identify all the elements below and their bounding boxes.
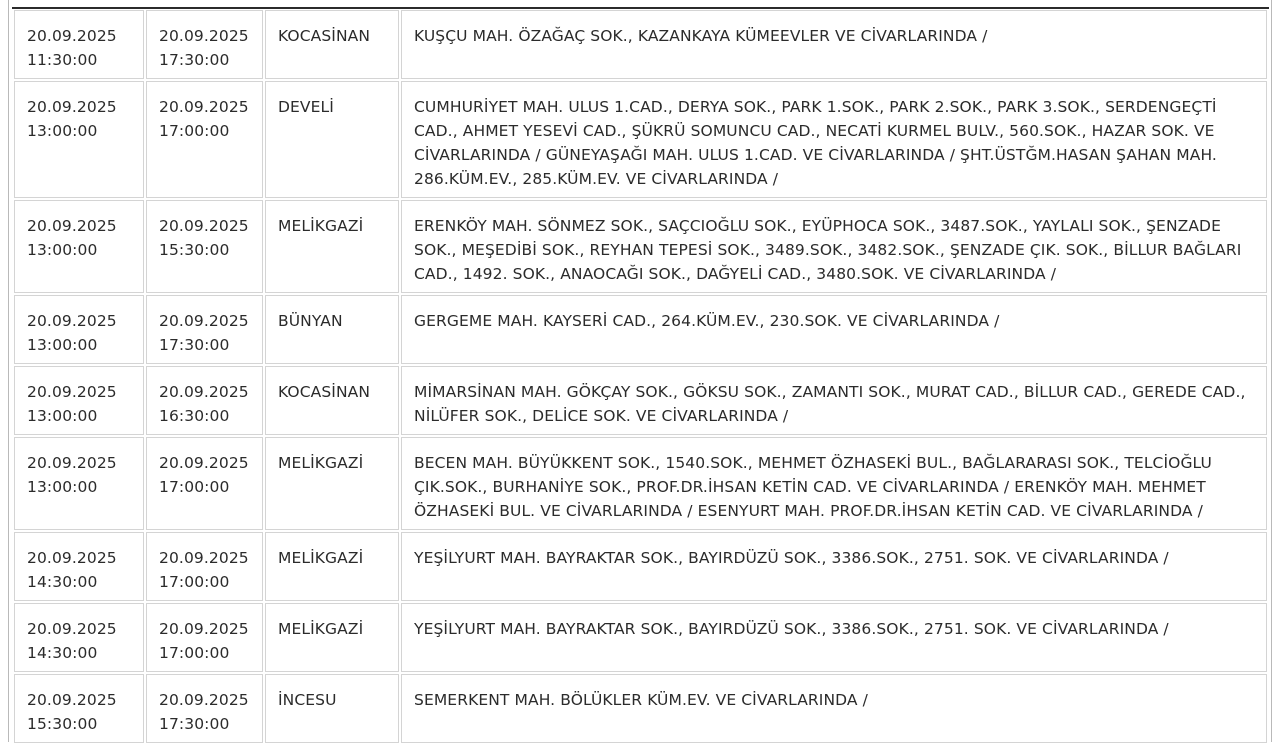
start-datetime-cell: [14, 81, 144, 198]
address-cell: [401, 366, 1267, 435]
end-time: 17:30:00: [159, 715, 230, 733]
district-name: BÜNYAN: [278, 312, 343, 330]
start-date: 20.09.2025: [27, 312, 117, 330]
affected-addresses: MİMARSİNAN MAH. GÖKÇAY SOK., GÖKSU SOK., ZAMANTI SOK., MURAT CAD., BİLLUR CAD., GEREDE CAD., NİLÜFER SOK., DELİCE SOK. VE CİVARLARINDA /: [414, 383, 1246, 425]
affected-addresses: SEMERKENT MAH. BÖLÜKLER KÜM.EV. VE CİVARLARINDA /: [414, 691, 868, 709]
address-cell: [401, 603, 1267, 672]
end-datetime-cell: [146, 532, 263, 601]
start-datetime-cell: [14, 437, 144, 530]
start-datetime-cell: [14, 295, 144, 364]
end-datetime-cell: [146, 366, 263, 435]
address-cell: [401, 10, 1267, 79]
district-cell: [265, 437, 399, 530]
end-datetime-cell: [146, 10, 263, 79]
address-cell: [401, 532, 1267, 601]
district-cell: [265, 81, 399, 198]
district-name: İNCESU: [278, 691, 337, 709]
start-date: 20.09.2025: [27, 620, 117, 638]
start-date: 20.09.2025: [27, 98, 117, 116]
start-time: 14:30:00: [27, 573, 98, 591]
start-date: 20.09.2025: [27, 383, 117, 401]
affected-addresses: BECEN MAH. BÜYÜKKENT SOK., 1540.SOK., MEHMET ÖZHASEKİ BUL., BAĞLARARASI SOK., TELCİOĞLU ÇIK.SOK., BURHANİYE SOK., PROF.DR.İHSAN KETİN CAD. VE CİVARLARINDA / ERENKÖY MAH. MEHMET ÖZHASEKİ BUL. VE CİVARLARINDA / ESENYURT MAH. PROF.DR.İHSAN KETİN CAD. VE CİVARLARINDA /: [414, 454, 1212, 520]
end-time: 17:00:00: [159, 122, 230, 140]
end-date: 20.09.2025: [159, 549, 249, 567]
start-datetime-cell: [14, 10, 144, 79]
table-row: [14, 10, 1267, 79]
district-cell: [265, 366, 399, 435]
table-row: [14, 532, 1267, 601]
start-datetime-cell: [14, 200, 144, 293]
district-cell: [265, 295, 399, 364]
start-time: 13:00:00: [27, 241, 98, 259]
start-time: 14:30:00: [27, 644, 98, 662]
start-time: 13:00:00: [27, 336, 98, 354]
table-row: [14, 674, 1267, 743]
affected-addresses: YEŞİLYURT MAH. BAYRAKTAR SOK., BAYIRDÜZÜ SOK., 3386.SOK., 2751. SOK. VE CİVARLARINDA /: [414, 620, 1169, 638]
end-time: 17:00:00: [159, 573, 230, 591]
end-datetime-cell: [146, 200, 263, 293]
district-name: KOCASİNAN: [278, 27, 371, 45]
address-cell: [401, 295, 1267, 364]
end-date: 20.09.2025: [159, 312, 249, 330]
district-name: DEVELİ: [278, 98, 334, 116]
table-row: [14, 200, 1267, 293]
affected-addresses: YEŞİLYURT MAH. BAYRAKTAR SOK., BAYIRDÜZÜ SOK., 3386.SOK., 2751. SOK. VE CİVARLARINDA /: [414, 549, 1169, 567]
start-datetime-cell: [14, 366, 144, 435]
end-time: 17:30:00: [159, 336, 230, 354]
affected-addresses: GERGEME MAH. KAYSERİ CAD., 264.KÜM.EV., 230.SOK. VE CİVARLARINDA /: [414, 312, 1000, 330]
start-date: 20.09.2025: [27, 27, 117, 45]
end-datetime-cell: [146, 295, 263, 364]
affected-addresses: ERENKÖY MAH. SÖNMEZ SOK., SAÇCIOĞLU SOK., EYÜPHOCA SOK., 3487.SOK., YAYLALI SOK., ŞENZADE SOK., MEŞEDİBİ SOK., REYHAN TEPESİ SOK., 3489.SOK., 3482.SOK., ŞENZADE ÇIK. SOK., BİLLUR BAĞLARI CAD., 1492. SOK., ANAOCAĞI SOK., DAĞYELİ CAD., 3480.SOK. VE CİVARLARINDA /: [414, 217, 1242, 283]
start-datetime-cell: [14, 603, 144, 672]
district-name: MELİKGAZİ: [278, 454, 364, 472]
table-row: [14, 366, 1267, 435]
start-date: 20.09.2025: [27, 549, 117, 567]
end-date: 20.09.2025: [159, 27, 249, 45]
end-time: 16:30:00: [159, 407, 230, 425]
start-time: 15:30:00: [27, 715, 98, 733]
district-name: MELİKGAZİ: [278, 217, 364, 235]
table-row: [14, 295, 1267, 364]
start-time: 13:00:00: [27, 407, 98, 425]
start-time: 13:00:00: [27, 478, 98, 496]
district-cell: [265, 603, 399, 672]
address-cell: [401, 437, 1267, 530]
affected-addresses: KUŞÇU MAH. ÖZAĞAÇ SOK., KAZANKAYA KÜMEEVLER VE CİVARLARINDA /: [414, 27, 988, 45]
end-time: 17:00:00: [159, 644, 230, 662]
district-name: MELİKGAZİ: [278, 620, 364, 638]
table-row: [14, 603, 1267, 672]
end-date: 20.09.2025: [159, 217, 249, 235]
end-date: 20.09.2025: [159, 98, 249, 116]
end-date: 20.09.2025: [159, 454, 249, 472]
start-time: 11:30:00: [27, 51, 98, 69]
outage-table-body: [14, 10, 1267, 743]
end-datetime-cell: [146, 603, 263, 672]
start-date: 20.09.2025: [27, 691, 117, 709]
end-time: 17:30:00: [159, 51, 230, 69]
start-date: 20.09.2025: [27, 454, 117, 472]
end-date: 20.09.2025: [159, 620, 249, 638]
district-cell: [265, 532, 399, 601]
start-datetime-cell: [14, 532, 144, 601]
start-datetime-cell: [14, 674, 144, 743]
start-time: 13:00:00: [27, 122, 98, 140]
power-outage-table: [12, 8, 1269, 745]
end-datetime-cell: [146, 81, 263, 198]
district-cell: [265, 200, 399, 293]
affected-addresses: CUMHURİYET MAH. ULUS 1.CAD., DERYA SOK., PARK 1.SOK., PARK 2.SOK., PARK 3.SOK., SERDENGEÇTİ CAD., AHMET YESEVİ CAD., ŞÜKRÜ SOMUNCU CAD., NECATİ KURMEL BULV., 560.SOK., HAZAR SOK. VE CİVARLARINDA / GÜNEYAŞAĞI MAH. ULUS 1.CAD. VE CİVARLARINDA / ŞHT.ÜSTĞM.HASAN ŞAHAN MAH. 286.KÜM.EV., 285.KÜM.EV. VE CİVARLARINDA /: [414, 98, 1217, 188]
end-datetime-cell: [146, 437, 263, 530]
table-row: [14, 437, 1267, 530]
end-date: 20.09.2025: [159, 383, 249, 401]
end-time: 15:30:00: [159, 241, 230, 259]
district-cell: [265, 10, 399, 79]
district-name: MELİKGAZİ: [278, 549, 364, 567]
end-time: 17:00:00: [159, 478, 230, 496]
address-cell: [401, 81, 1267, 198]
address-cell: [401, 200, 1267, 293]
end-datetime-cell: [146, 674, 263, 743]
table-row: [14, 81, 1267, 198]
end-date: 20.09.2025: [159, 691, 249, 709]
address-cell: [401, 674, 1267, 743]
district-cell: [265, 674, 399, 743]
start-date: 20.09.2025: [27, 217, 117, 235]
district-name: KOCASİNAN: [278, 383, 371, 401]
